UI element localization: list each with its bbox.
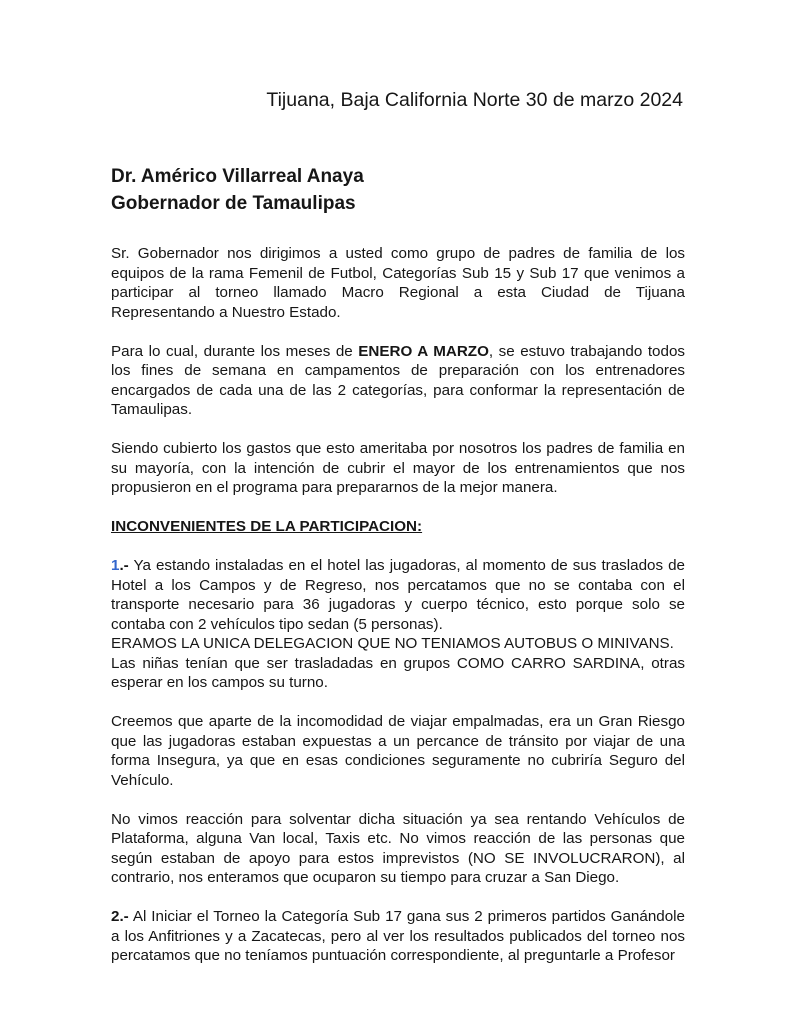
recipient-block [111,163,364,217]
expenses-paragraph: Siendo cubierto los gastos que esto ameritaba por nosotros los padres de familia en su mayoría, con la intención de cubrir el mayor de los entrenamientos que nos propusieron en el programa para prepararnos de la mejor manera. [111,440,685,496]
point-2-paragraph [111,907,685,966]
preparation-paragraph [111,342,685,420]
intro-paragraph: Sr. Gobernador nos dirigimos a usted como grupo de padres de familia de los equipos de la rama Femenil de Futbol, Categorías Sub 15 y Sub 17 que venimos a participar al torneo llamado Macro Regional a esta Ciudad de Tijuana Representando a Nuestro Estado. [111,245,685,321]
preparation-text-before: Para lo cual, durante los meses de [111,342,359,360]
recipient-title: Gobernador de Tamaulipas [111,193,356,214]
preparation-months: ENERO A MARZO [358,342,489,360]
risk-paragraph: Creemos que aparte de la incomodidad de viajar empalmadas, era un Gran Riesgo que las jugadoras estaban expuestas a un percance de tránsito por viajar de una forma Insegura, ya que en esas condiciones seguramente no cubriría Seguro del Vehículo. [111,713,685,789]
point-2-text: Al Iniciar el Torneo la Categoría Sub 17 gana sus 2 primeros partidos Ganándole a los Anfitriones y a Zacatecas, pero al ver los resultados publicados del torneo nos percatamos que no teníamos puntuación correspondiente, al preguntarle a Profesor [111,908,685,964]
point-1-line-2: ERAMOS LA UNICA DELEGACION QUE NO TENIAMOS AUTOBUS O MINIVANS. [111,635,674,652]
preparation-text-after: , se estuvo trabajando todos los fines de semana en campamentos de preparación con los entrenadores encargados de cada una de las 2 categorías, para conformar la representación de Tamaulipas. [111,342,685,418]
point-1-paragraph [111,556,685,693]
point-2-marker: 2.- [111,908,129,925]
point-1-number: 1 [111,557,120,574]
point-1-text: Ya estando instaladas en el hotel las jugadoras, al momento de sus traslados de Hotel a los Campos y de Regreso, nos percatamos que no se contaba con el transporte necesario para 36 jugadoras y cuerpo técnico, esto porque solo se contaba con 2 vehículos tipo sedan (5 personas). [111,557,685,633]
point-1-marker: .- [119,557,129,574]
recipient-name: Dr. Américo Villarreal Anaya [111,166,364,187]
section-heading: INCONVENIENTES DE LA PARTICIPACION: [111,518,423,535]
point-1-line-3: Las niñas tenían que ser trasladadas en grupos COMO CARRO SARDINA, otras esperar en los campos su turno. [111,654,685,691]
date-line: Tijuana, Baja California Norte 30 de marzo 2024 [266,89,683,111]
letter-body [111,244,685,966]
no-reaction-paragraph: No vimos reacción para solventar dicha situación ya sea rentando Vehículos de Plataforma, alguna Van local, Taxis etc. No vimos reacción de las personas que según estaban de apoyo para estos imprevistos (NO SE INVOLUCRARON), al contrario, nos enteramos que ocuparon su tiempo para cruzar a San Diego. [111,810,685,886]
